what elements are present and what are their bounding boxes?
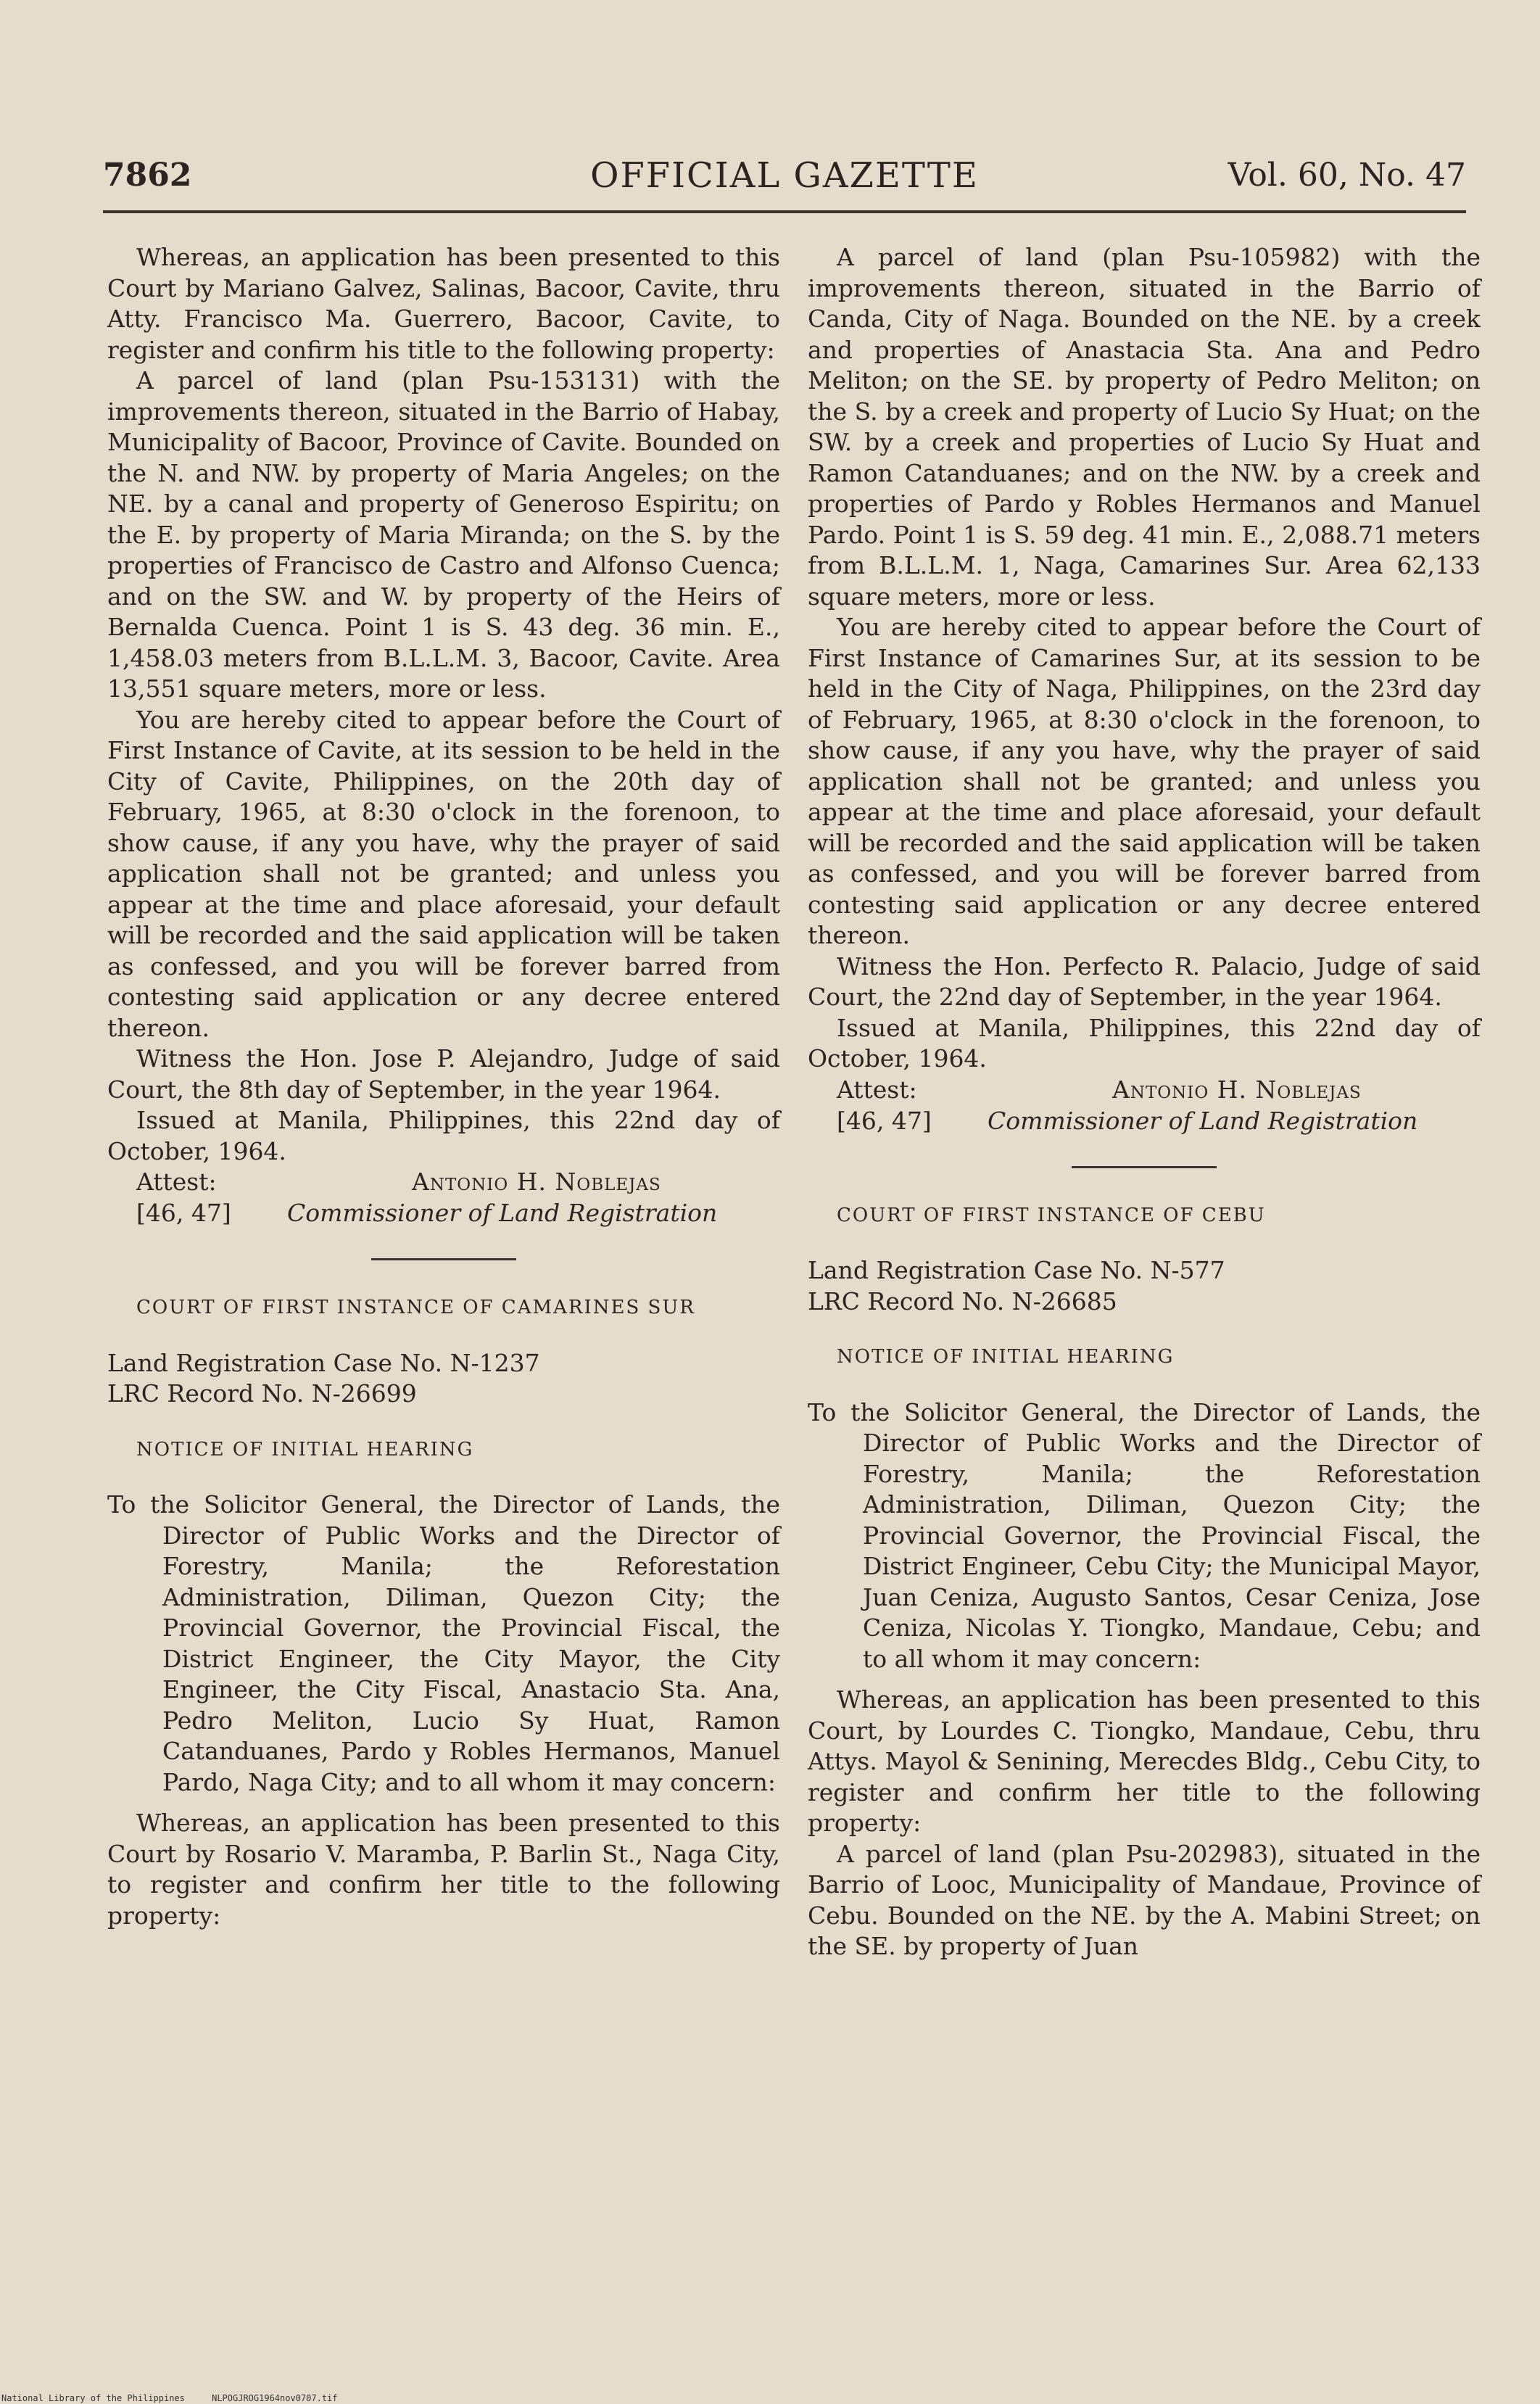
publication-title: OFFICIAL GAZETTE: [590, 155, 979, 196]
attest-name: Antonio H. Noblejas: [412, 1168, 661, 1196]
attest-title: Commissioner of Land Registration: [988, 1106, 1418, 1135]
right-column: [808, 242, 1481, 1962]
paragraph: A parcel of land (plan Psu-105982) with the improvements thereon, situated in the Barrio of Canda, City of Naga. Bounded on the NE. by a creek and properties of Anastacia Sta. Ana and Pedro Meliton; on the SE. by property of Pedro Meliton; on the S. by a creek and property of Lucio Sy Huat; on the SW. by a creek and properties of Lucio Sy Huat and Ramon Catanduanes; and on the NW. by a creek and properties of Pardo y Robles Hermanos and Manuel Pardo. Point 1 is S. 59 deg. 41 min. E., 2,088.71 meters from B.L.L.M. 1, Naga, Camarines Sur. Area 62,133 square meters, more or less.: [808, 243, 1481, 611]
paragraph: Whereas, an application has been presented to this Court, by Lourdes C. Tiongko, Mandaue, Cebu, thru Attys. Mayol & Senining, Merecdes Bldg., Cebu City, to register and confirm her title to the following property:: [808, 1685, 1481, 1837]
paragraph: You are hereby cited to appear before the Court of First Instance of Camarines Sur, at its session to be held in the City of Naga, Philippines, on the 23rd day of February, 1965, at 8:30 o'clock in the forenoon, to show cause, if any you have, why the prayer of said application shall not be granted; and unless you appear at the time and place aforesaid, your default will be recorded and the said application will be taken as confessed, and you will be forever barred from contesting said application or any decree entered thereon.: [808, 613, 1481, 949]
volume-info: Vol. 60, No. 47: [1228, 157, 1466, 194]
attest-label: Attest:: [136, 1168, 217, 1196]
court-heading: COURT OF FIRST INSTANCE OF CEBU: [837, 1204, 1266, 1226]
paragraph: Whereas, an application has been presented to this Court by Rosario V. Maramba, P. Barlin St., Naga City, to register and confirm her title to the following property:: [107, 1809, 780, 1930]
paragraph: Witness the Hon. Jose P. Alejandro, Judge of said Court, the 8th day of September, in the year 1964.: [107, 1044, 780, 1104]
paragraph: You are hereby cited to appear before the Court of First Instance of Cavite, at its session to be held in the City of Cavite, Philippines, on the 20th day of February, 1965, at 8:30 o'clock in the forenoon, to show cause, if any you have, why the prayer of said application shall not be granted; and unless you appear at the time and place aforesaid, your default will be recorded and the said application will be taken as confessed, and you will be forever barred from contesting said application or any decree entered thereon.: [107, 705, 780, 1042]
paragraph: Whereas, an application has been presented to this Court by Mariano Galvez, Salinas, Bacoor, Cavite, thru Atty. Francisco Ma. Guerrero, Bacoor, Cavite, to register and confirm his title to the following property:: [107, 243, 780, 364]
scan-footer: [1, 2393, 360, 2403]
page-number: 7862: [103, 157, 192, 194]
record-number: LRC Record No. N-26685: [808, 1286, 1117, 1315]
section-divider: [1072, 1166, 1217, 1168]
addressee-paragraph: To the Solicitor General, the Director of Lands, the Director of Public Works and the Director of Forestry, Manila; the Reforestation Administration, Diliman, Quezon City; the Provincial Governor, the Provincial Fiscal, the District Engineer, the City Mayor, the City Engineer, the City Fiscal, Anastacio Sta. Ana, Pedro Meliton, Lucio Sy Huat, Ramon Catanduanes, Pardo y Robles Hermanos, Manuel Pardo, Naga City; and to all whom it may concern:: [107, 1490, 780, 1796]
paragraph: Issued at Manila, Philippines, this 22nd day of October, 1964.: [808, 1013, 1481, 1073]
attest-label: Attest:: [837, 1075, 917, 1104]
page-header: [103, 152, 1466, 203]
paragraph: Witness the Hon. Perfecto R. Palacio, Judge of said Court, the 22nd day of September, in the year 1964.: [808, 951, 1481, 1011]
attest-title: Commissioner of Land Registration: [287, 1199, 718, 1227]
case-number: Land Registration Case No. N-1237: [107, 1348, 540, 1377]
record-number: LRC Record No. N-26699: [107, 1379, 417, 1408]
court-heading: COURT OF FIRST INSTANCE OF CAMARINES SUR: [136, 1297, 695, 1318]
scan-file: NLPOGJROG1964nov0707.tif: [212, 2393, 338, 2403]
left-column: [107, 242, 780, 1931]
notice-heading: NOTICE OF INITIAL HEARING: [837, 1346, 1175, 1368]
paragraph: Issued at Manila, Philippines, this 22nd day of October, 1964.: [107, 1106, 780, 1165]
paragraph: A parcel of land (plan Psu-202983), situated in the Barrio of Looc, Municipality of Mandaue, Province of Cebu. Bounded on the NE. by the A. Mabini Street; on the SE. by property of Juan: [808, 1839, 1481, 1960]
section-divider: [371, 1258, 516, 1260]
attestation-block: [107, 1167, 780, 1229]
issue-reference: [46, 47]: [837, 1106, 932, 1135]
case-number: Land Registration Case No. N-577: [808, 1256, 1225, 1284]
attest-name: Antonio H. Noblejas: [1112, 1075, 1362, 1104]
scan-source: National Library of the Philippines: [1, 2393, 185, 2403]
attestation-block: [808, 1075, 1481, 1137]
header-rule: [103, 210, 1466, 213]
addressee-paragraph: To the Solicitor General, the Director of Lands, the Director of Public Works and the Director of Forestry, Manila; the Reforestation Administration, Diliman, Quezon City; the Provincial Governor, the Provincial Fiscal, the District Engineer, Cebu City; the Municipal Mayor, Juan Ceniza, Augusto Santos, Cesar Ceniza, Jose Ceniza, Nicolas Y. Tiongko, Mandaue, Cebu; and to all whom it may concern:: [808, 1397, 1481, 1673]
issue-reference: [46, 47]: [136, 1199, 231, 1227]
paragraph: A parcel of land (plan Psu-153131) with the improvements thereon, situated in the Barrio of Habay, Municipality of Bacoor, Province of Cavite. Bounded on the N. and NW. by property of Maria Angeles; on the NE. by a canal and property of Generoso Espiritu; on the E. by property of Maria Miranda; on the S. by the properties of Francisco de Castro and Alfonso Cuenca; and on the SW. and W. by property of the Heirs of Bernalda Cuenca. Point 1 is S. 43 deg. 36 min. E., 1,458.03 meters from B.L.L.M. 3, Bacoor, Cavite. Area 13,551 square meters, more or less.: [107, 366, 780, 703]
notice-heading: NOTICE OF INITIAL HEARING: [136, 1438, 474, 1461]
